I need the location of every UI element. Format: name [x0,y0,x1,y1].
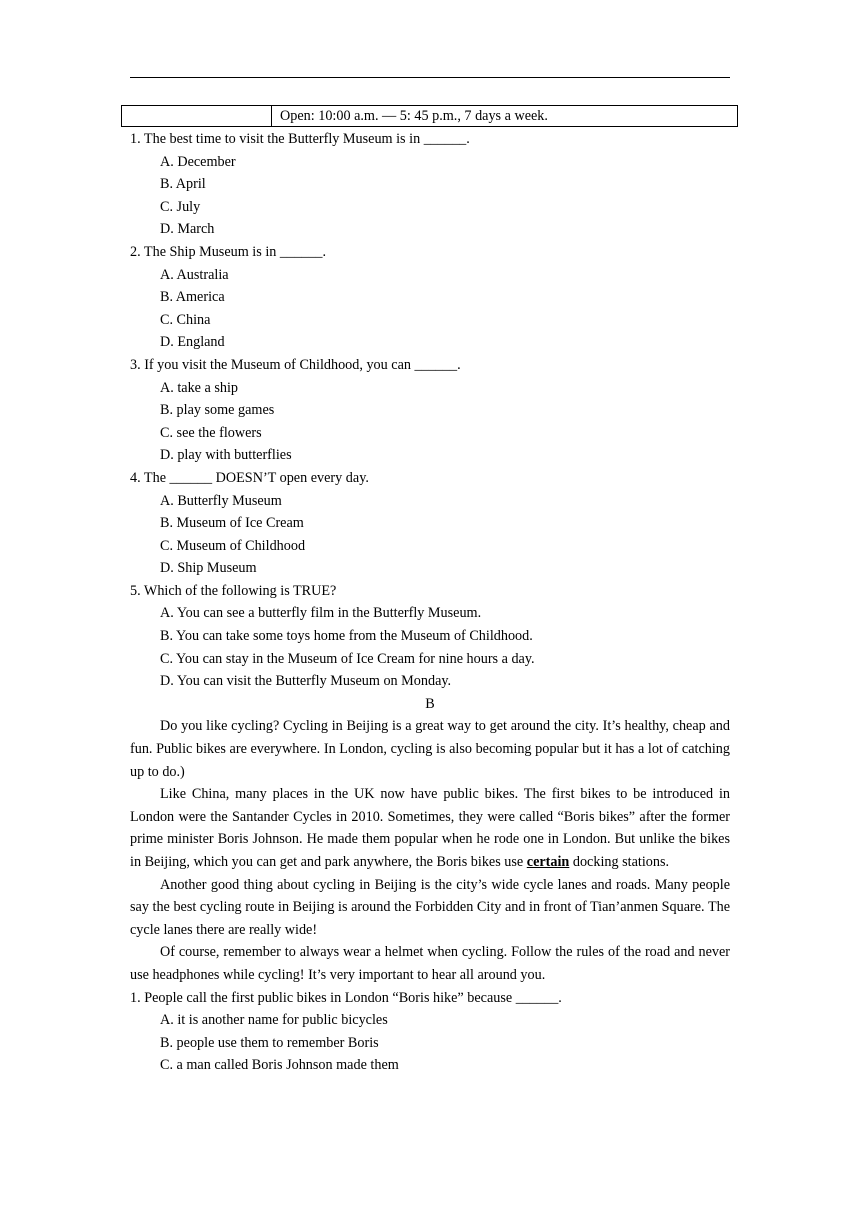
answer-option: D. play with butterflies [160,447,292,464]
answer-option: B. people use them to remember Boris [160,1034,379,1051]
question-stem: 4. The ______ DOESN’T open every day. [130,469,369,486]
answer-option: C. see the flowers [160,424,262,441]
answer-option: D. Ship Museum [160,560,257,577]
answer-option: C. July [160,198,201,215]
answer-option: A. December [160,153,236,170]
passage-text: docking stations. [569,854,670,870]
answer-option: B. Museum of Ice Cream [160,515,304,532]
answer-option: A. Australia [160,266,229,283]
question-stem: 2. The Ship Museum is in ______. [130,243,327,260]
museum-info-table [121,105,738,127]
answer-option: A. take a ship [160,379,239,396]
answer-option: B. April [160,176,206,193]
answer-option: B. play some games [160,402,275,419]
document-body [130,128,730,1077]
table-cell-open-hours: Open: 10:00 a.m. — 5: 45 p.m., 7 days a week. [272,106,738,127]
passage-paragraph [130,783,730,873]
table-cell-label [122,106,272,127]
answer-option: D. England [160,334,225,351]
passage-paragraph: Of course, remember to always wear a helmet when cycling. Follow the rules of the road and never use headphones while cycling! It’s very important to hear all around you. [130,944,730,983]
passage-paragraph: Do you like cycling? Cycling in Beijing is a great way to get around the city. It’s healthy, cheap and fun. Public bikes are everywhere. In London, cycling is also becoming popular but it has a lot of catching up to do.) [130,718,730,780]
section-heading: B [425,695,435,712]
question-stem: 1. The best time to visit the Butterfly Museum is in ______. [130,131,470,147]
answer-option: B. America [160,289,225,306]
answer-option: C. You can stay in the Museum of Ice Cream for nine hours a day. [160,650,535,667]
answer-option: C. China [160,311,211,328]
question-stem: 1. People call the first public bikes in London “Boris hike” because ______. [130,989,562,1006]
answer-option: D. You can visit the Butterfly Museum on Monday. [160,673,452,690]
answer-option: B. You can take some toys home from the Museum of Childhood. [160,628,533,645]
header-rule [130,77,730,78]
answer-option: A. You can see a butterfly film in the Butterfly Museum. [160,605,482,622]
answer-option: C. Museum of Childhood [160,537,306,554]
passage-paragraph: Another good thing about cycling in Beijing is the city’s wide cycle lanes and roads. Many people say the best cycling route in Beijing is around the Forbidden City and in front of Tian’anmen Square. The cycle lanes there are really wide! [130,876,730,938]
highlighted-word: certain [526,854,570,870]
passage-text: Like China, many places in the UK now have public bikes. The first bikes to be introduced in London were the Santander Cycles in 2010. Sometimes, they were called “Boris bikes” after the former prime minister Boris Johnson. He made them popular when he rode one in London. But unlike the bikes in Beijing, which you can get and park anywhere, the Boris bikes use [130,786,730,870]
table-row [122,106,738,127]
answer-option: A. Butterfly Museum [160,492,282,509]
question-stem: 3. If you visit the Museum of Childhood, you can ______. [130,356,461,373]
answer-option: D. March [160,221,215,238]
question-stem: 5. Which of the following is TRUE? [130,582,337,599]
answer-option: A. it is another name for public bicycles [160,1012,388,1029]
answer-option: C. a man called Boris Johnson made them [160,1057,399,1074]
